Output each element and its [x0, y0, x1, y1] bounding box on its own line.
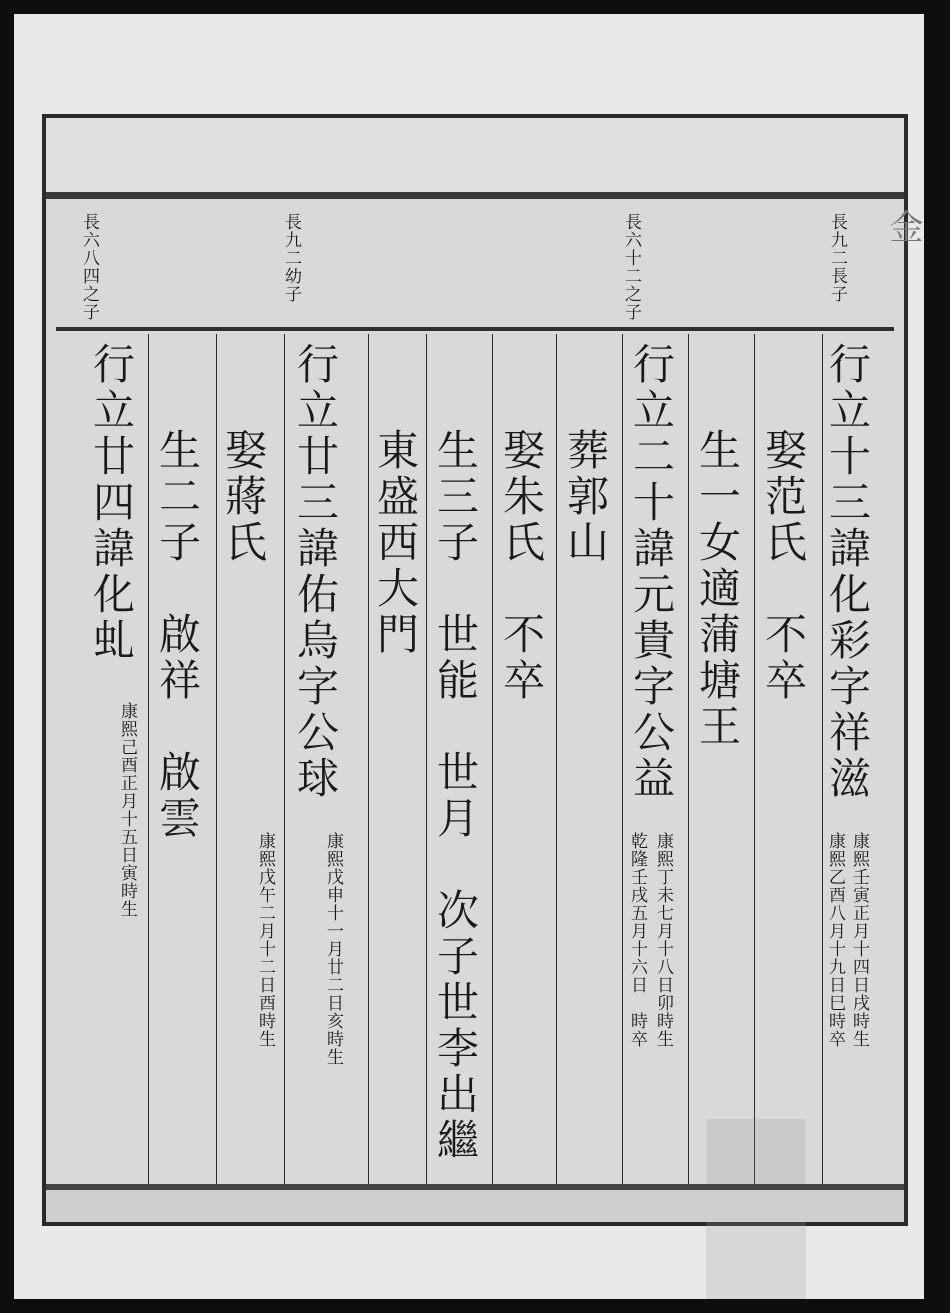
parentage-note-1: 長六八四之子 [79, 213, 99, 321]
column-rule [622, 334, 623, 1184]
column-rule [492, 334, 493, 1184]
parentage-note-3: 長六十二之子 [621, 213, 641, 321]
entry-3-name-line: 行立廿三諱佑烏字公球 [291, 342, 340, 802]
column-rule [284, 334, 285, 1184]
entry-2-birth: 康熙丁未七月十八日卯時生 [653, 832, 673, 1048]
page-frame [42, 114, 908, 1226]
entry-3-date-2: 康熙戊午二月十二日酉時生 [255, 832, 275, 1048]
column-rule [754, 334, 755, 1184]
top-margin-strip [46, 118, 904, 199]
entry-2-name-line: 行立二十諱元貴字公益 [627, 342, 676, 802]
entry-2-death: 乾隆壬戌五月十六日 時卒 [627, 832, 647, 1048]
entry-2-spouse: 娶朱氏 不卒 [497, 428, 546, 704]
parentage-note-4: 長九二長子 [827, 213, 847, 303]
entry-4-name-line: 行立廿四諱化虬 [87, 342, 136, 664]
page-edge-glyph: 金 [883, 209, 923, 243]
entry-1-spouse: 娶范氏 不卒 [759, 428, 808, 704]
entry-3-birth: 康熙戊申十一月廿二日亥時生 [323, 832, 343, 1066]
column-rule [556, 334, 557, 1184]
entry-2-issue: 生三子 世能 世月 次子世李出繼 [431, 428, 480, 1164]
entry-3-spouse: 娶蔣氏 [219, 428, 268, 566]
entry-1-issue: 生一女適蒲塘王 [693, 428, 742, 750]
column-rule [148, 334, 149, 1184]
upper-register [56, 199, 894, 331]
column-rule [426, 334, 427, 1184]
entry-2-burial: 葬郭山 [561, 428, 610, 566]
column-rule [216, 334, 217, 1184]
lower-register [60, 334, 890, 1186]
entry-1-birth: 康熙壬寅正月十四日戌時生 [849, 832, 869, 1048]
parentage-note-2: 長九二幼子 [281, 213, 301, 303]
column-rule [688, 334, 689, 1184]
entry-1-death: 康熙乙酉八月十九日巳時卒 [825, 832, 845, 1048]
entry-2-burial-site: 東盛西大門 [371, 428, 420, 658]
bottom-margin-band [46, 1184, 904, 1222]
entry-1-name-line: 行立十三諱化彩字祥滋 [823, 342, 872, 802]
column-rule [368, 334, 369, 1184]
entry-4-issue: 生二子 啟祥 啟雲 [153, 428, 202, 842]
scanned-page [14, 14, 924, 1299]
entry-4-birth: 康熙己酉正月十五日寅時生 [117, 702, 137, 918]
